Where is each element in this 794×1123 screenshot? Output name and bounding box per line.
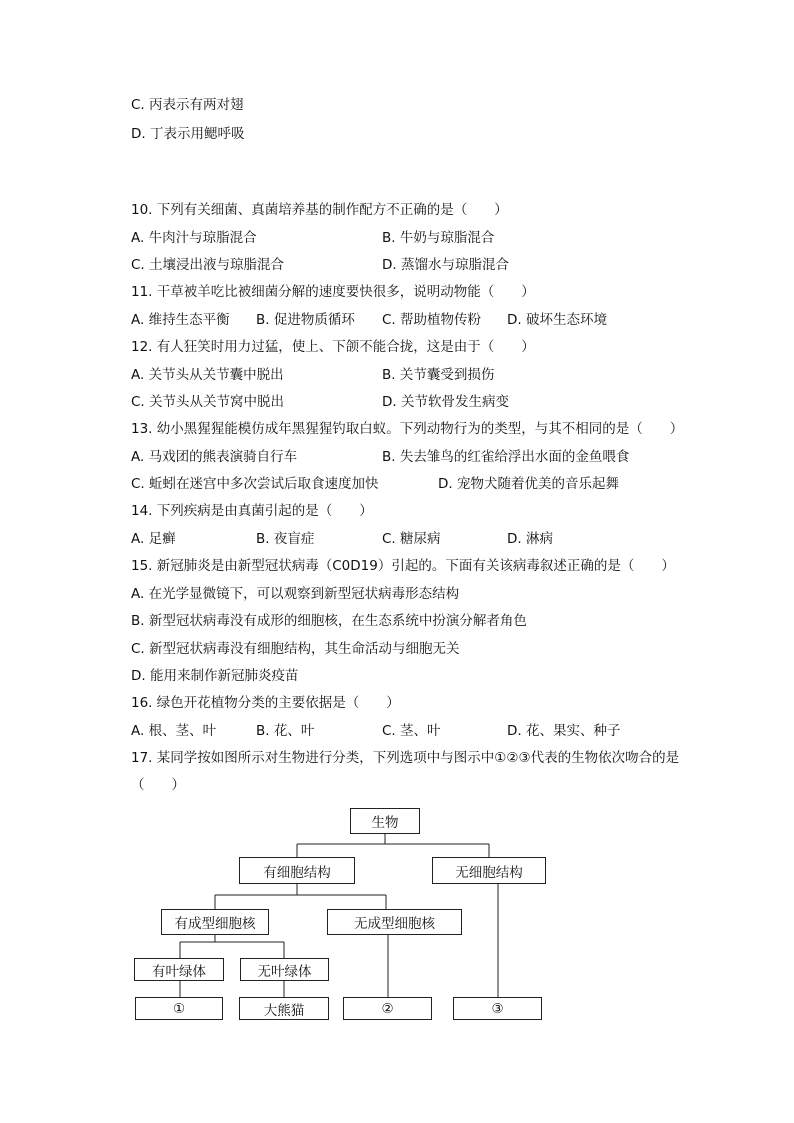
diagram-node-has-cell-structure: 有细胞结构 — [239, 857, 355, 884]
q10-option-a: A. 牛肉汁与琼脂混合 — [131, 230, 257, 246]
q11-option-b: B. 促进物质循环 — [256, 312, 355, 328]
diagram-node-no-nucleus: 无成型细胞核 — [327, 909, 462, 935]
q9-option-c: C. 丙表示有两对翅 — [131, 97, 244, 113]
q11-option-c: C. 帮助植物传粉 — [382, 312, 482, 328]
q13-stem: 13. 幼小黑猩猩能模仿成年黑猩猩钓取白蚁。下列动物行为的类型，与其不相同的是（ ） — [131, 421, 684, 437]
q17-stem: 17. 某同学按如图所示对生物进行分类，下列选项中与图示中①②③代表的生物依次吻合的是 — [131, 750, 680, 766]
q13-option-d: D. 宠物犬随着优美的音乐起舞 — [438, 476, 619, 492]
diagram-node-root: 生物 — [350, 808, 420, 834]
q10-option-d: D. 蒸馏水与琼脂混合 — [382, 257, 509, 273]
q11-option-a: A. 维持生态平衡 — [131, 312, 230, 328]
q12-option-d: D. 关节软骨发生病变 — [382, 394, 509, 410]
diagram-node-has-nucleus: 有成型细胞核 — [161, 909, 269, 935]
q15-option-a: A. 在光学显微镜下，可以观察到新型冠状病毒形态结构 — [131, 586, 460, 602]
q15-stem: 15. 新冠肺炎是由新型冠状病毒（C0D19）引起的。下面有关该病毒叙述正确的是（ ） — [131, 558, 675, 574]
q13-option-a: A. 马戏团的熊表演骑自行车 — [131, 449, 298, 465]
q10-option-c: C. 土壤浸出液与琼脂混合 — [131, 257, 285, 273]
diagram-leaf-2: ② — [343, 997, 432, 1020]
q12-option-a: A. 关节头从关节囊中脱出 — [131, 367, 284, 383]
diagram-node-no-cell-structure: 无细胞结构 — [432, 857, 546, 884]
q14-option-c: C. 糖尿病 — [382, 531, 441, 547]
q15-option-b: B. 新型冠状病毒没有成形的细胞核，在生态系统中扮演分解者角色 — [131, 613, 527, 629]
q16-option-c: C. 茎、叶 — [382, 723, 441, 739]
q11-stem: 11. 干草被羊吃比被细菌分解的速度要快很多，说明动物能（ ） — [131, 284, 535, 300]
q16-option-a: A. 根、茎、叶 — [131, 723, 217, 739]
q12-option-c: C. 关节头从关节窝中脱出 — [131, 394, 285, 410]
q12-stem: 12. 有人狂笑时用力过猛，使上、下颌不能合拢，这是由于（ ） — [131, 339, 535, 355]
q11-option-d: D. 破坏生态环境 — [507, 312, 607, 328]
q15-option-c: C. 新型冠状病毒没有细胞结构，其生命活动与细胞无关 — [131, 641, 460, 657]
q13-option-b: B. 失去雏鸟的红雀给浮出水面的金鱼喂食 — [382, 449, 630, 465]
q10-stem: 10. 下列有关细菌、真菌培养基的制作配方不正确的是（ ） — [131, 202, 508, 218]
q14-option-a: A. 足癣 — [131, 531, 176, 547]
q16-stem: 16. 绿色开花植物分类的主要依据是（ ） — [131, 695, 400, 711]
diagram-leaf-3: ③ — [453, 997, 542, 1020]
q10-option-b: B. 牛奶与琼脂混合 — [382, 230, 495, 246]
q14-stem: 14. 下列疾病是由真菌引起的是（ ） — [131, 503, 373, 519]
q14-option-d: D. 淋病 — [507, 531, 553, 547]
q17-answer-blank: （ ） — [131, 777, 185, 793]
q16-option-d: D. 花、果实、种子 — [507, 723, 621, 739]
diagram-leaf-1: ① — [135, 997, 223, 1020]
q15-option-d: D. 能用来制作新冠肺炎疫苗 — [131, 668, 299, 684]
q12-option-b: B. 关节囊受到损伤 — [382, 367, 495, 383]
q16-option-b: B. 花、叶 — [256, 723, 315, 739]
diagram-node-no-chloroplast: 无叶绿体 — [240, 958, 329, 981]
q14-option-b: B. 夜盲症 — [256, 531, 315, 547]
q13-option-c: C. 蚯蚓在迷宫中多次尝试后取食速度加快 — [131, 476, 379, 492]
q9-option-d: D. 丁表示用鳃呼吸 — [131, 126, 245, 142]
diagram-leaf-panda: 大熊猫 — [239, 997, 329, 1020]
diagram-node-has-chloroplast: 有叶绿体 — [134, 958, 224, 981]
